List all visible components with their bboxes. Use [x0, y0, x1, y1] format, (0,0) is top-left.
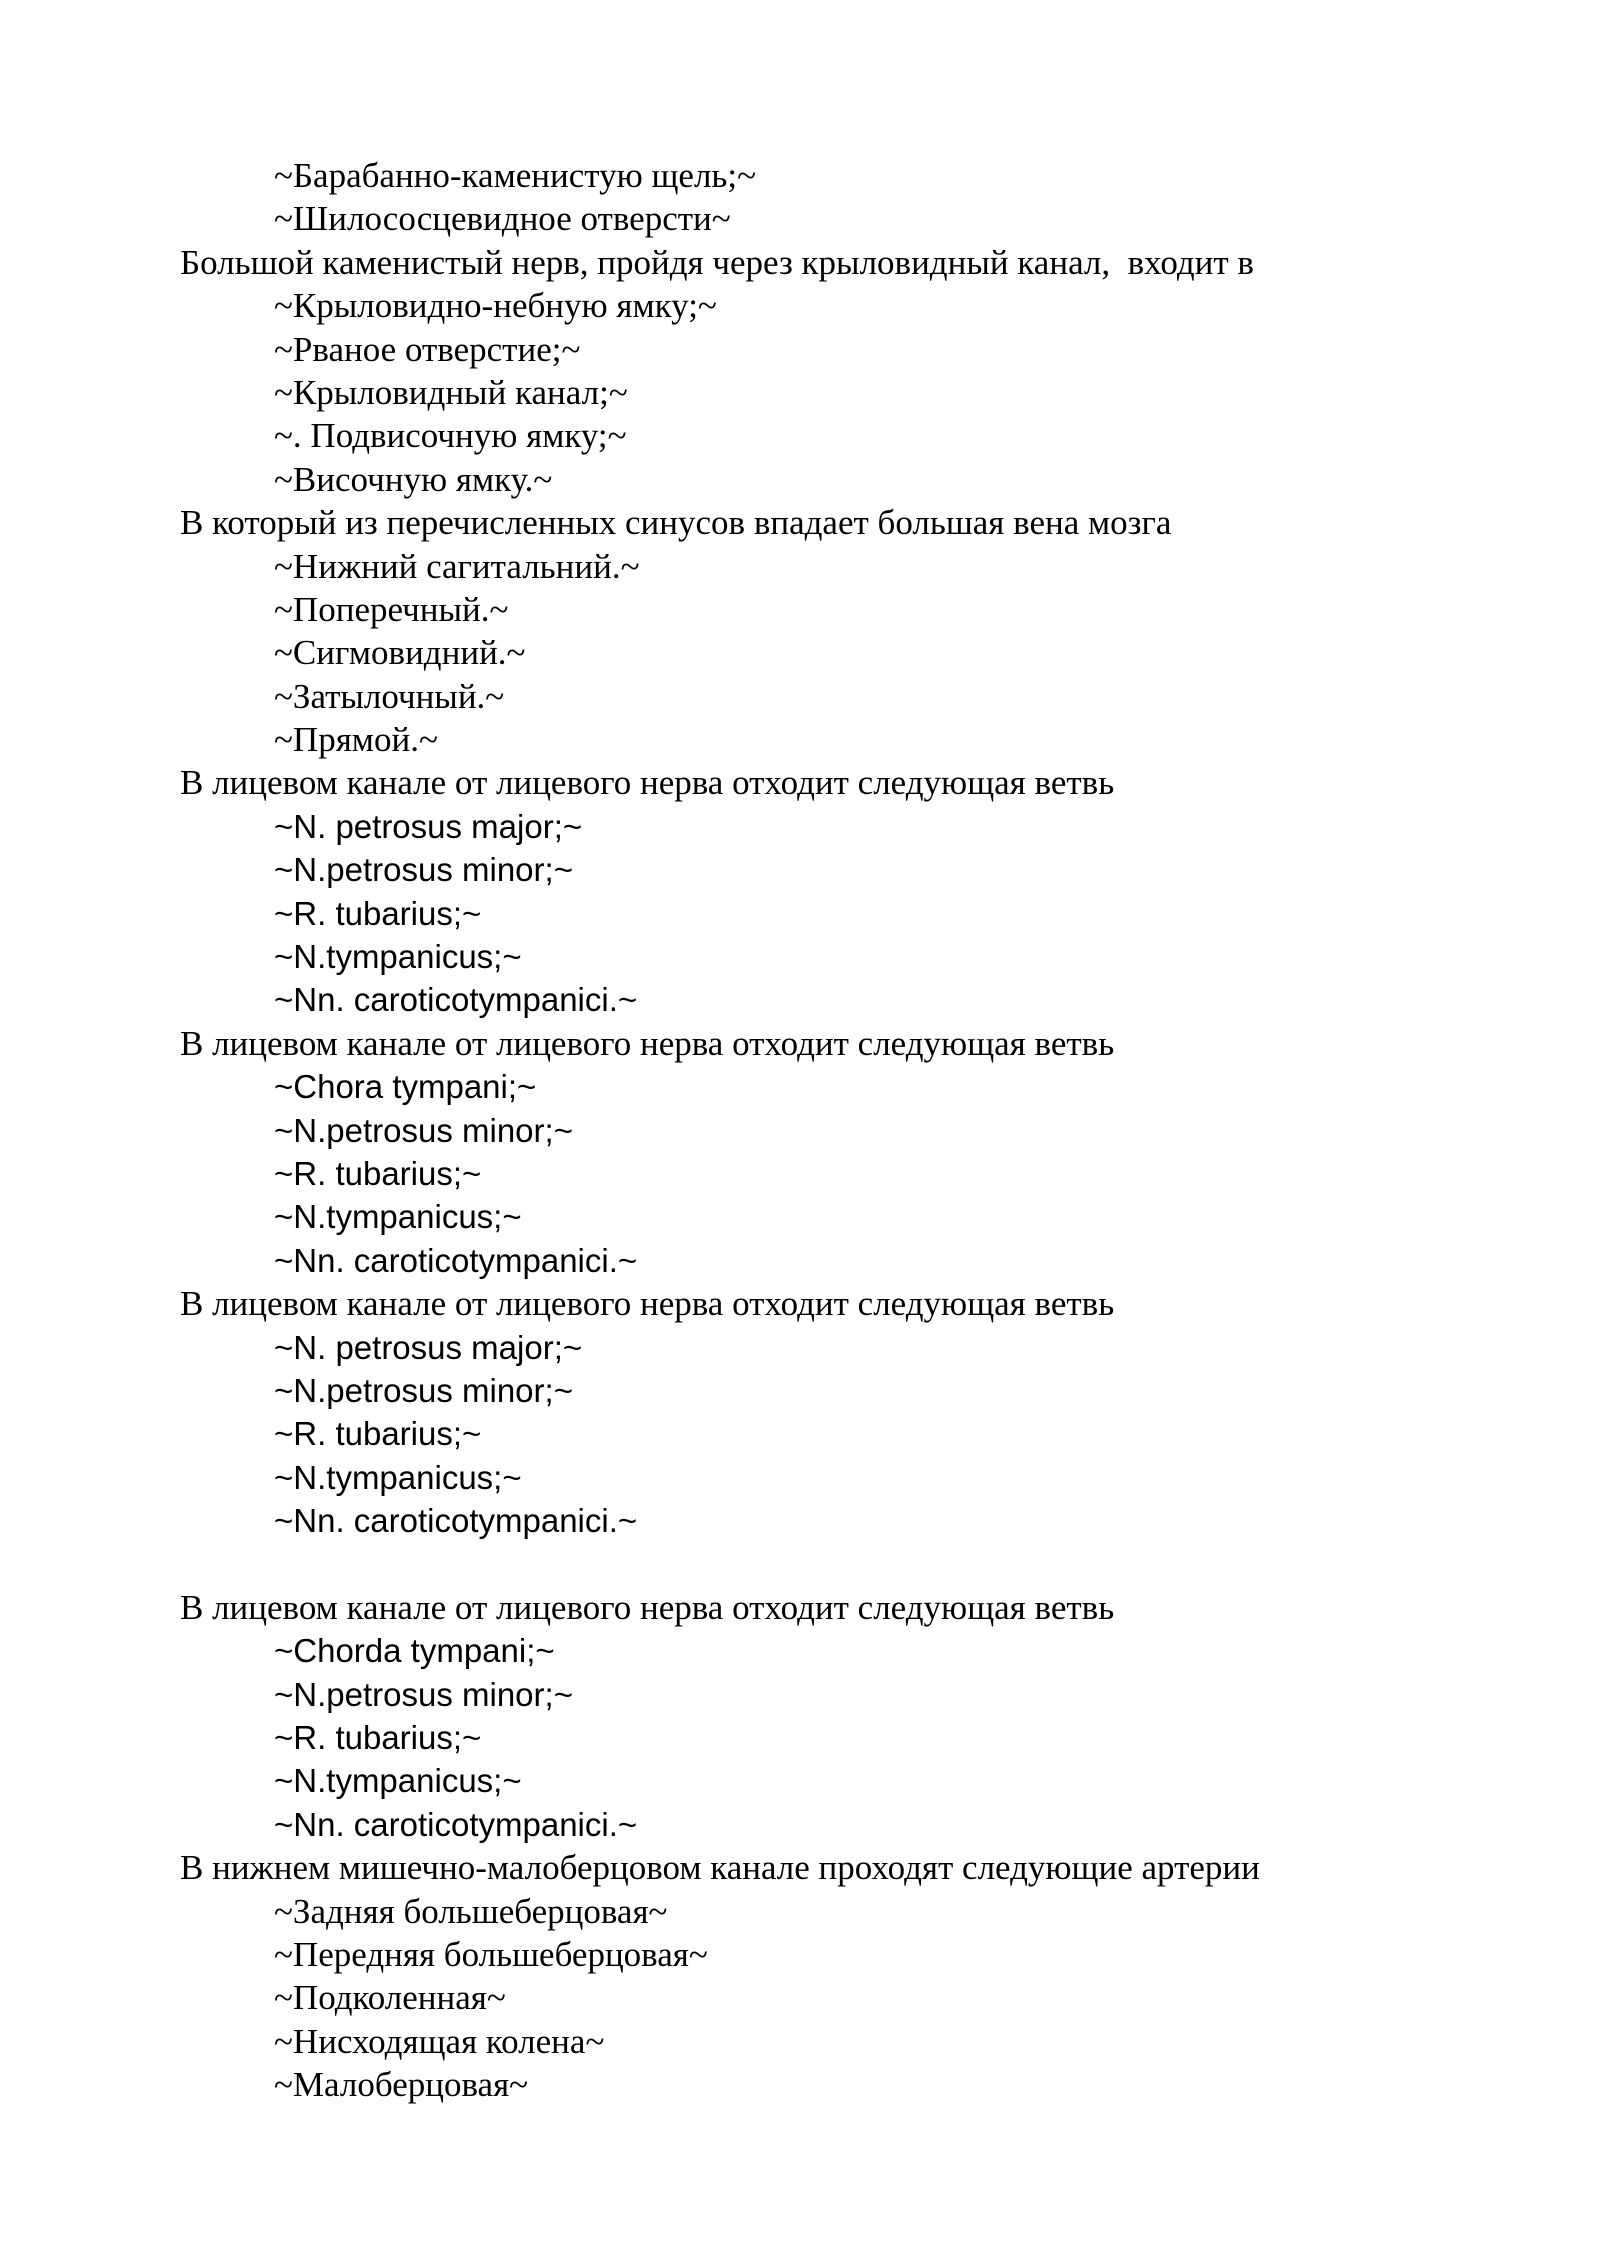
answer-option: ~N.tympanicus;~ [274, 1762, 522, 1800]
answer-option: ~R. tubarius;~ [274, 1415, 482, 1453]
answer-option: ~N.tympanicus;~ [274, 1458, 522, 1496]
answer-option: ~Прямой.~ [274, 720, 438, 760]
question-text: Большой каменистый нерв, пройдя через крыловидный канал, входит в [180, 242, 1254, 282]
question-block [180, 761, 1480, 1021]
question-text: В нижнем мишечно-малоберцовом канале проходят следующие артерии [180, 1848, 1260, 1888]
answer-option: ~Шилососцевидное отверсти~ [274, 199, 731, 239]
question-block [180, 241, 1480, 501]
answer-option: ~N.petrosus minor;~ [274, 851, 573, 889]
question-block [180, 154, 1480, 241]
document-body [180, 154, 1480, 2107]
answer-option: ~Nn. caroticotympanici.~ [274, 1502, 638, 1540]
answer-option: ~N. petrosus major;~ [274, 1328, 583, 1366]
answer-option: ~N. petrosus major;~ [274, 807, 583, 845]
answer-option: ~N.petrosus minor;~ [274, 1111, 573, 1149]
answer-option: ~N.petrosus minor;~ [274, 1675, 573, 1713]
answer-option: ~Барабанно-каменистую щель;~ [274, 156, 757, 195]
answer-option: ~Задняя большеберцовая~ [274, 1891, 668, 1931]
question-text: В который из перечисленных синусов впадает большая вена мозга [180, 503, 1172, 543]
answer-option: ~Nn. caroticotympanici.~ [274, 981, 638, 1019]
question-text: В лицевом канале от лицевого нерва отходит следующая ветвь [180, 1587, 1115, 1627]
question-text: В лицевом канале от лицевого нерва отходит следующая ветвь [180, 1023, 1115, 1063]
answer-option: ~N.tympanicus;~ [274, 1198, 522, 1236]
question-block [180, 1846, 1480, 2106]
answer-option: ~Передняя большеберцовая~ [274, 1935, 708, 1975]
question-text: В лицевом канале от лицевого нерва отходит следующая ветвь [180, 763, 1115, 803]
answer-option: ~Сигмовидний.~ [274, 633, 526, 673]
answer-option: ~Малоберцовая~ [274, 2065, 529, 2105]
question-block [180, 1022, 1480, 1282]
question-block [180, 1543, 1480, 1847]
answer-option: ~Chora tympani;~ [274, 1068, 537, 1106]
question-block [180, 501, 1480, 761]
question-block [180, 1282, 1480, 1542]
answer-option: ~R. tubarius;~ [274, 1719, 482, 1757]
answer-option: ~Нисходящая колена~ [274, 2021, 605, 2061]
answer-option: ~Крыловидный канал;~ [274, 372, 628, 412]
answer-option: ~Затылочный.~ [274, 676, 505, 716]
answer-option: ~. Подвисочную ямку;~ [274, 416, 627, 456]
answer-option: ~Височную ямку.~ [274, 459, 553, 499]
blank-line [180, 1543, 1480, 1586]
answer-option: ~R. tubarius;~ [274, 1154, 482, 1192]
answer-option: ~Поперечный.~ [274, 589, 509, 629]
question-text: В лицевом канале от лицевого нерва отходит следующая ветвь [180, 1284, 1115, 1324]
answer-option: ~Подколенная~ [274, 1978, 506, 2018]
answer-option: ~Рваное отверстие;~ [274, 329, 581, 369]
answer-option: ~N.tympanicus;~ [274, 938, 522, 976]
answer-option: ~N.petrosus minor;~ [274, 1371, 573, 1409]
answer-option: ~Nn. caroticotympanici.~ [274, 1805, 638, 1843]
answer-option: ~Nn. caroticotympanici.~ [274, 1241, 638, 1279]
answer-option: ~Крыловидно-небную ямку;~ [274, 286, 717, 326]
answer-option: ~R. tubarius;~ [274, 894, 482, 932]
answer-option: ~Chorda tympani;~ [274, 1632, 555, 1670]
answer-option: ~Нижний сагитальний.~ [274, 546, 640, 586]
